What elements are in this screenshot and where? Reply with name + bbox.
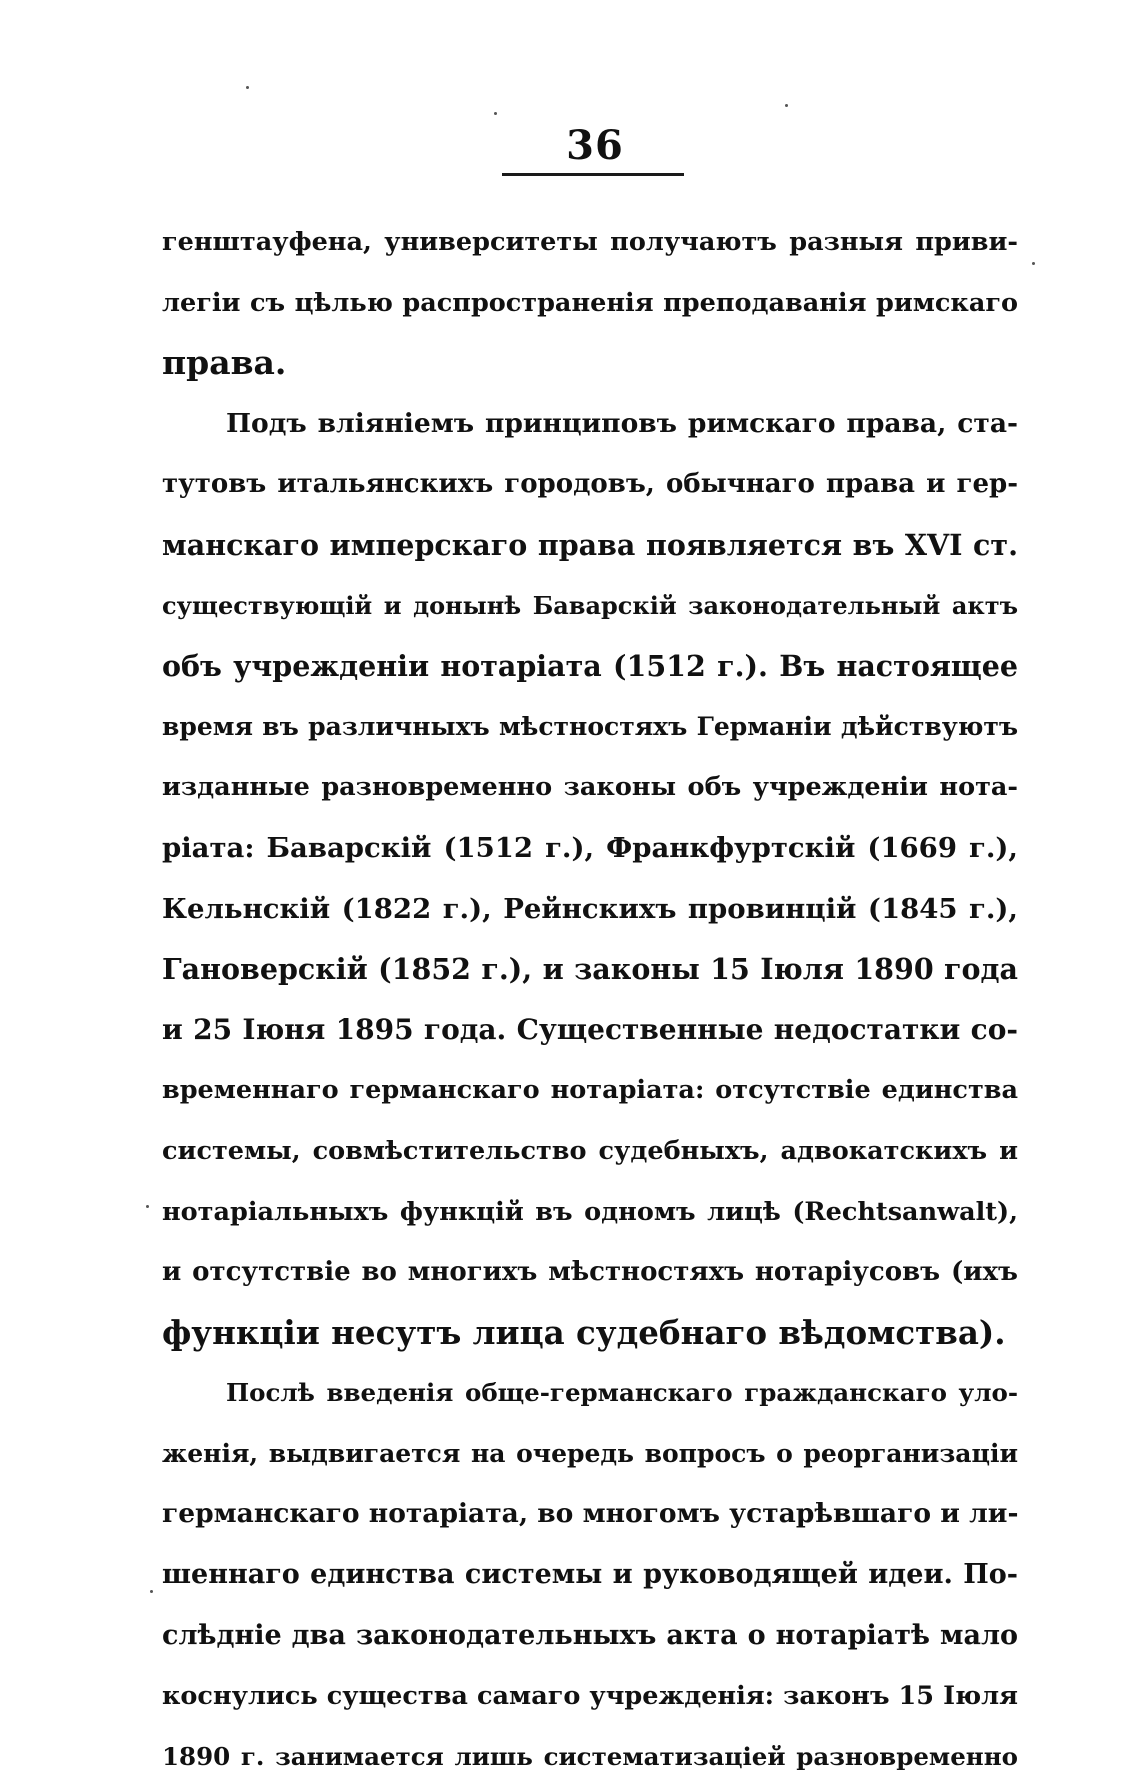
body-text xyxy=(162,212,1018,1787)
text-line: и 25 Іюня 1895 года. Существенные недостатки со- xyxy=(162,1012,1018,1046)
text-line: права. xyxy=(162,343,287,383)
text-line: время въ различныхъ мѣстностяхъ Германіи дѣйствуютъ xyxy=(162,711,1018,741)
text-line: манскаго имперскаго права появляется въ XVI ст. xyxy=(162,527,1018,562)
header-rule xyxy=(502,173,684,176)
text-line: существующій и донынѣ Баварскій законодательный актъ xyxy=(162,590,1018,620)
scan-speck xyxy=(1032,262,1035,265)
scan-speck xyxy=(785,104,788,107)
text-line: 1890 г. занимается лишь систематизаціей разновременно xyxy=(162,1741,1018,1771)
text-line: слѣдніе два законодательныхъ акта о нотаріатѣ мало xyxy=(162,1619,1018,1651)
text-line: системы, совмѣстительство судебныхъ, адвокатскихъ и xyxy=(162,1135,1018,1166)
scan-speck xyxy=(150,1590,153,1593)
text-line: шеннаго единства системы и руководящей идеи. По- xyxy=(162,1559,1018,1591)
text-line: изданные разновременно законы объ учрежденіи нота- xyxy=(162,772,1018,803)
text-line: объ учрежденіи нотаріата (1512 г.). Въ настоящее xyxy=(162,649,1018,684)
text-line: функціи несутъ лица судебнаго вѣдомства). xyxy=(162,1312,1006,1352)
text-line: легіи съ цѣлью распространенія преподаванія римскаго xyxy=(162,287,1018,318)
text-line: женія, выдвигается на очередь вопросъ о реорганизаціи xyxy=(162,1438,1018,1468)
scan-speck xyxy=(494,112,497,115)
text-line: нотаріальныхъ функцій въ одномъ лицѣ (Rechtsanwalt), xyxy=(162,1196,1018,1227)
page-number: 36 xyxy=(566,122,624,169)
text-line: Гановерскій (1852 г.), и законы 15 Іюля 1890 года xyxy=(162,952,1018,987)
text-line: Кельнскій (1822 г.), Рейнскихъ провинцій (1845 г.), xyxy=(162,892,1018,925)
text-line: коснулись существа самаго учрежденія: законъ 15 Іюля xyxy=(162,1681,1018,1712)
text-line: Подъ вліяніемъ принциповъ римскаго права, ста- xyxy=(226,407,1018,439)
text-line: Послѣ введенія обще-германскаго гражданскаго уло- xyxy=(226,1378,1018,1408)
scan-speck xyxy=(246,86,249,89)
text-line: тутовъ итальянскихъ городовъ, обычнаго права и гер- xyxy=(162,469,1018,500)
text-line: генштауфена, университеты получаютъ разныя приви- xyxy=(162,227,1018,257)
text-line: германскаго нотаріата, во многомъ устарѣвшаго и ли- xyxy=(162,1498,1018,1530)
text-line: и отсутствіе во многихъ мѣстностяхъ нотаріусовъ (ихъ xyxy=(162,1257,1018,1288)
text-line: временнаго германскаго нотаріата: отсутствіе единства xyxy=(162,1075,1018,1106)
scan-speck xyxy=(146,1205,149,1208)
text-line: ріата: Баварскій (1512 г.), Франкфуртскій (1669 г.), xyxy=(162,831,1018,864)
